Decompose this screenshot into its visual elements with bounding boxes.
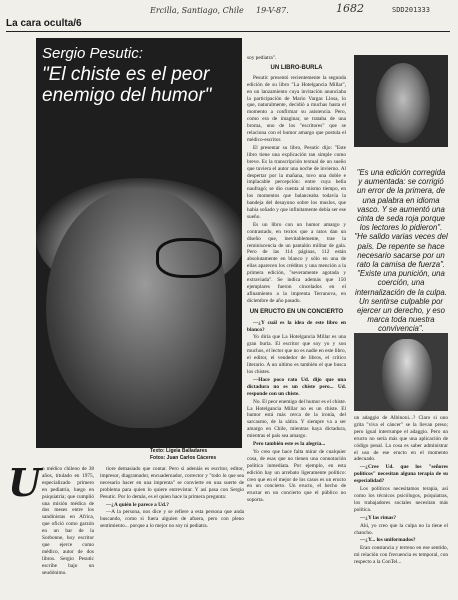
author-photo-bottom <box>354 333 448 411</box>
column-2-paragraph: tiore demasiado que contar. Pero si adeniás es escritor, editor, impresor, diagramador, encuadernador, corrector y "todo lo que sea necesario hacer en una imprenta" se convierte en una suerte de problema para quien lo quiere entrevistar. Y así pasa con Sergio Pesutic. Por lo demás, es el quien hace la primera pregunta: <box>100 466 244 500</box>
handwritten-page-number: 1682 <box>336 2 364 15</box>
column-3-question: Pero también este es la alegría... <box>253 441 326 448</box>
column-4-question: —¿Y las rimas? <box>360 514 396 521</box>
section-label: La cara oculta/6 <box>6 18 82 29</box>
caption-text-credit: Texto: Ligeia Balladares <box>150 448 208 454</box>
photo-glasses-shape <box>156 238 222 278</box>
column-2-question: —¿A quién le parece a Ud.? <box>106 501 169 508</box>
ref-code-stamp: SDD201333 <box>392 6 430 14</box>
column-3-answer: No. El peor enemigo del humor es el chiste. La Hotelgancia Millar no es un chiste. El humor está más cerca de la ironía, del sarcasmo, de la sátira. Y siempre va a ser amargo en Chile, mientras haya dictadura, mientras el país sea amargo. <box>247 398 346 440</box>
headline-title: "El chiste es el peor enemigo del humor" <box>42 64 212 106</box>
pull-quote: "Es una edición corregida y aumentada: se corrigió un error de la primera, de una palabra en idioma vasco. Y se aumentó una cinta de seda roja porque los lectores lo pidieron". "He salido varias veces del país. De repente se hace necesario sacarse por un rato la camisa de fuerza". "Existe una punición, una coerción, una internalización de la culpa. Un sentirse culpable por ejercer un derecho, y eso marca toda nuestra convivencia". <box>354 168 448 334</box>
photo-head-shape <box>46 188 226 428</box>
column-3-paragraph: El presentar su libro, Pesutic dijo: "Este libro tiene una explicación tan simple como breve. Es la transcripción textual de un sueño que tuviera el autor una noche de invierno. Al despertar por la mañana, tuvo una doble e implacable percepción: entre cuya bella naufragó; se dio cuenta al mismo tiempo, en los momentos que balanceaba todavía la bandeja del desayuno sobre los muslos, que había soñado y que infinitamente debía ser ese sueño. <box>247 144 346 220</box>
column-3-question: —¿Y cuál es la idea de este libro en blanco? <box>247 319 346 333</box>
author-photo-top <box>354 55 448 147</box>
column-1-paragraph: n médico chileno de 38 años, titulado en 1975, especializado primero en pediatría, luego en psiquiatría; que cumplió una misión médica de dos meses entre los sandinistas en Africa, que ofició como garzón en un bar de la Sorbonne, hoy escritor que ejerce como médico, autor de dos libros. Sergio Pesutic escribe bajo un seudónimo. <box>42 466 94 576</box>
column-4-question: —¿Cree Ud. que los "señores políticos" necesitan alguna terapia de su especialidad? <box>354 464 448 485</box>
column-2-answer: —A la persona, nos dice y se refiere a esta persona que anda buscando, como si fuera alguien de afuera, pero con pleno sentimiento... porque a lo mejor no soy ni pediatra. <box>100 509 244 530</box>
column-3-question: —Hace poco rato Ud. dijo que una dictadura no es un chiste pero... Ud. responde con un chiste. <box>247 376 346 397</box>
photo-caption <box>150 448 250 462</box>
column-4-question: —¿Y... los uniformados? <box>360 537 416 544</box>
handwritten-date: 19-V-87. <box>256 6 289 15</box>
column-3-paragraph: Es un libro con un humor amargo y contrastado, en textos que a ratos dan un diseño que, inevitablemente, trae la reminiscencia de un pantalón militar de gala. Pero de las 114 páginas, 112 están absolutamente en blanco y sólo en una de ellas aparecen los créditos y una mención a la primera edición, "severamente agotada y extraviada". Se indica además que 150 ejemplares fueron cincelados en el afinamiento a la imprenta Terranova, en diciembre de año pasado. <box>247 221 346 304</box>
section-rule <box>6 31 450 32</box>
column-1 <box>42 466 94 578</box>
column-3-intro: soy pediatra". <box>247 55 277 61</box>
column-4-answer: Los políticos necesitamos terapia, así como los técnicos psicólogos, psiquiatras, los trabajadores sociales necesitan más política. <box>354 486 448 513</box>
handwritten-source-note: Ercilla, Santiago, Chile <box>150 6 244 15</box>
column-4 <box>354 415 448 567</box>
column-4-answer: Eran constancia y terreno en ese sentido, mi relación con frecuencia es temporal, con respecto a la ConTel... <box>354 545 448 566</box>
column-3-answer: Yo diría que La Hotelgancia Millar es una gran burla. El escritor que soy yo y son muchos, el lector que no es nadie en este libro, el editor, el vendedor de libros, el crítico literario. A un ultimo es también el que busca los chistes. <box>247 334 346 375</box>
photo-face-shape <box>376 63 430 143</box>
subheading-libro-burla: UN LIBRO-BURLA <box>270 64 323 71</box>
column-3 <box>247 55 346 505</box>
column-3-paragraph: Pesutic presentó recientemente la segunda edición de su libro "La Hotelgancia Millar", en un lanzamiento cuya invitación anunciaba la participación de Mario Vargas Llosa, lo que, naturalmente, decidió a muchas hasta el momento a confirmar su asistencia. Pero, como era de imaginar, se trataba de una broma, uno de los "escritores" que se relaciona con el humor amargo que postula el médico-escritor. <box>247 74 346 143</box>
column-4-answer: Ahí, yo creo que la culpa no la tiene el chancho. <box>354 522 448 536</box>
headline-kicker: Sergio Pesutic: <box>42 45 143 62</box>
photo-figure-shape <box>382 339 432 411</box>
subheading-eructo: UN ERUCTO EN UN CONCIERTO <box>249 308 344 315</box>
column-3-answer: Yo creo que hace falta mirar de cualquier cosa, de esas que no tienen una connotación política inmediata. Por ejemplo, en esta edición hay un arrebato ligeramente político: creo que en el mejor de los casos es un eructo en un concierto. Un eructo, el hecho de eructar en un concierto que el público no soporta. <box>247 448 346 504</box>
drop-cap: U <box>8 460 42 505</box>
caption-photo-credit: Fotos: Juan Carlos Cáceres <box>150 455 217 461</box>
column-4-paragraph: un adaggio de Albinoni...? Claro si uno grita "viva el cáncer" se la llevan preso; pero igual interrumpe el adaggio. Pero un eructo no sería más que una aplicación de código penal. La cosa es saber administrar el uso de ese eructo en el momento adecuado. <box>354 415 448 463</box>
column-2 <box>100 466 244 531</box>
